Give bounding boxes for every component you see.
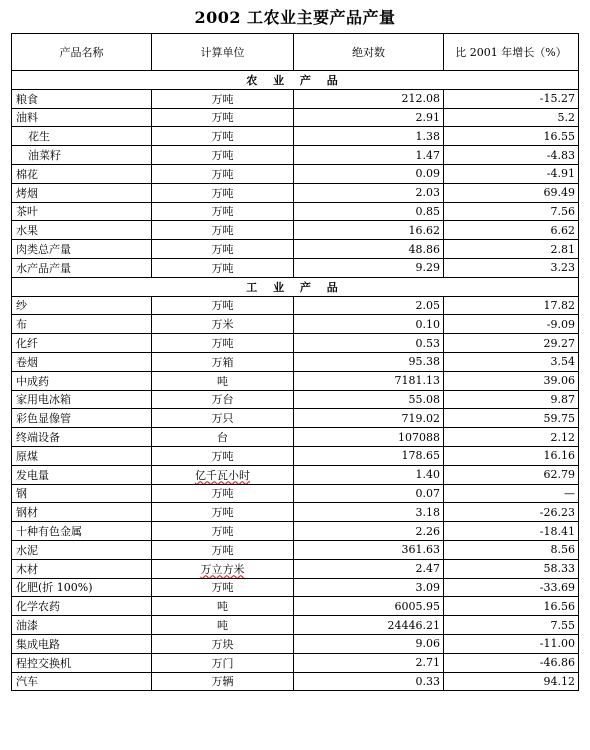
unit-cell: 万吨 — [152, 446, 294, 465]
value-cell: 2.03 — [294, 183, 444, 202]
unit-cell: 万门 — [152, 653, 294, 672]
value-cell: 9.29 — [294, 258, 444, 277]
table-row — [12, 465, 579, 484]
product-name-cell: 汽车 — [12, 672, 152, 691]
product-name-cell: 木材 — [12, 559, 152, 578]
growth-cell: 8.56 — [444, 540, 579, 559]
growth-cell: 39.06 — [444, 371, 579, 390]
unit-cell: 万箱 — [152, 352, 294, 371]
growth-cell: -4.83 — [444, 146, 579, 165]
unit-text: 万立方米 — [200, 562, 245, 576]
value-cell: 1.40 — [294, 465, 444, 484]
growth-cell: -11.00 — [444, 634, 579, 653]
value-cell: 178.65 — [294, 446, 444, 465]
unit-cell: 吨 — [152, 597, 294, 616]
unit-cell: 万吨 — [152, 503, 294, 522]
value-cell: 0.10 — [294, 315, 444, 334]
product-name-cell: 油菜籽 — [12, 146, 152, 165]
table-row — [12, 409, 579, 428]
growth-cell: 3.54 — [444, 352, 579, 371]
value-cell: 1.38 — [294, 127, 444, 146]
unit-cell: 万台 — [152, 390, 294, 409]
unit-cell: 万吨 — [152, 296, 294, 315]
value-cell: 48.86 — [294, 240, 444, 259]
product-name-cell: 水果 — [12, 221, 152, 240]
unit-cell — [152, 465, 294, 484]
header-product-name: 产品名称 — [12, 34, 152, 71]
growth-cell: 29.27 — [444, 334, 579, 353]
table-row — [12, 146, 579, 165]
table-row — [12, 164, 579, 183]
unit-cell: 台 — [152, 428, 294, 447]
growth-cell: 16.56 — [444, 597, 579, 616]
product-name-cell: 茶叶 — [12, 202, 152, 221]
section-label: 工 业 产 品 — [12, 277, 579, 296]
unit-cell: 万吨 — [152, 334, 294, 353]
product-name-cell: 烤烟 — [12, 183, 152, 202]
table-row — [12, 390, 579, 409]
unit-cell: 万吨 — [152, 258, 294, 277]
value-cell: 107088 — [294, 428, 444, 447]
section-header-row — [12, 71, 579, 90]
unit-cell: 万吨 — [152, 164, 294, 183]
value-cell: 212.08 — [294, 89, 444, 108]
page-title: 2002 工农业主要产品产量 — [194, 8, 396, 27]
table-header — [12, 34, 579, 71]
value-cell: 361.63 — [294, 540, 444, 559]
section-label: 农 业 产 品 — [12, 71, 579, 90]
header-unit: 计算单位 — [152, 34, 294, 71]
product-name-cell: 水产品产量 — [12, 258, 152, 277]
value-cell: 95.38 — [294, 352, 444, 371]
value-cell: 719.02 — [294, 409, 444, 428]
table-row — [12, 221, 579, 240]
table-row — [12, 127, 579, 146]
value-cell: 3.18 — [294, 503, 444, 522]
value-cell: 2.71 — [294, 653, 444, 672]
growth-cell: 6.62 — [444, 221, 579, 240]
growth-cell: 62.79 — [444, 465, 579, 484]
table-row — [12, 334, 579, 353]
value-cell: 3.09 — [294, 578, 444, 597]
unit-cell: 万吨 — [152, 89, 294, 108]
value-cell: 7181.13 — [294, 371, 444, 390]
unit-cell: 万吨 — [152, 183, 294, 202]
growth-cell: 59.75 — [444, 409, 579, 428]
value-cell: 55.08 — [294, 390, 444, 409]
table-row — [12, 89, 579, 108]
product-name-cell: 粮食 — [12, 89, 152, 108]
unit-cell — [152, 559, 294, 578]
table-row — [12, 183, 579, 202]
product-name-cell: 油漆 — [12, 616, 152, 635]
table-row — [12, 240, 579, 259]
table-row — [12, 296, 579, 315]
product-name-cell: 程控交换机 — [12, 653, 152, 672]
unit-cell: 万块 — [152, 634, 294, 653]
value-cell: 1.47 — [294, 146, 444, 165]
growth-cell: — — [444, 484, 579, 503]
unit-cell: 万吨 — [152, 522, 294, 541]
value-cell: 24446.21 — [294, 616, 444, 635]
table-row — [12, 653, 579, 672]
product-name-cell: 化纤 — [12, 334, 152, 353]
growth-cell: 2.81 — [444, 240, 579, 259]
unit-cell: 万吨 — [152, 221, 294, 240]
growth-cell: 7.56 — [444, 202, 579, 221]
unit-cell: 万吨 — [152, 240, 294, 259]
value-cell: 0.33 — [294, 672, 444, 691]
product-name-cell: 中成药 — [12, 371, 152, 390]
product-name-cell: 集成电路 — [12, 634, 152, 653]
product-name-cell: 钢材 — [12, 503, 152, 522]
table-row — [12, 108, 579, 127]
value-cell: 0.09 — [294, 164, 444, 183]
growth-cell: -18.41 — [444, 522, 579, 541]
header-growth: 比 2001 年增长（%） — [444, 34, 579, 71]
table-body — [12, 71, 579, 691]
unit-cell: 万米 — [152, 315, 294, 334]
product-name-cell: 花生 — [12, 127, 152, 146]
table-row — [12, 616, 579, 635]
growth-cell: 58.33 — [444, 559, 579, 578]
product-name-cell: 终端设备 — [12, 428, 152, 447]
unit-cell: 吨 — [152, 616, 294, 635]
production-table — [11, 33, 579, 691]
growth-cell: -33.69 — [444, 578, 579, 597]
value-cell: 0.85 — [294, 202, 444, 221]
growth-cell: 9.87 — [444, 390, 579, 409]
product-name-cell: 卷烟 — [12, 352, 152, 371]
value-cell: 2.26 — [294, 522, 444, 541]
unit-cell: 万吨 — [152, 202, 294, 221]
value-cell: 0.53 — [294, 334, 444, 353]
product-name-cell: 油料 — [12, 108, 152, 127]
product-name-cell: 发电量 — [12, 465, 152, 484]
product-name-cell: 化学农药 — [12, 597, 152, 616]
unit-cell: 万吨 — [152, 540, 294, 559]
growth-cell: 16.55 — [444, 127, 579, 146]
value-cell: 16.62 — [294, 221, 444, 240]
table-row — [12, 258, 579, 277]
product-name-cell: 肉类总产量 — [12, 240, 152, 259]
product-name-cell: 彩色显像管 — [12, 409, 152, 428]
table-row — [12, 428, 579, 447]
value-cell: 0.07 — [294, 484, 444, 503]
value-cell: 9.06 — [294, 634, 444, 653]
section-header-row — [12, 277, 579, 296]
table-row — [12, 202, 579, 221]
growth-cell: -9.09 — [444, 315, 579, 334]
table-row — [12, 578, 579, 597]
table-row — [12, 484, 579, 503]
unit-cell: 万吨 — [152, 108, 294, 127]
growth-cell: -15.27 — [444, 89, 579, 108]
table-row — [12, 672, 579, 691]
product-name-cell: 棉花 — [12, 164, 152, 183]
value-cell: 2.05 — [294, 296, 444, 315]
growth-cell: -46.86 — [444, 653, 579, 672]
table-row — [12, 597, 579, 616]
product-name-cell: 布 — [12, 315, 152, 334]
value-cell: 6005.95 — [294, 597, 444, 616]
unit-cell: 万吨 — [152, 127, 294, 146]
table-row — [12, 634, 579, 653]
value-cell: 2.91 — [294, 108, 444, 127]
table-row — [12, 559, 579, 578]
unit-cell: 万吨 — [152, 484, 294, 503]
value-cell: 2.47 — [294, 559, 444, 578]
table-row — [12, 315, 579, 334]
unit-cell: 吨 — [152, 371, 294, 390]
header-absolute-value: 绝对数 — [294, 34, 444, 71]
product-name-cell: 纱 — [12, 296, 152, 315]
product-name-cell: 水泥 — [12, 540, 152, 559]
unit-cell: 万吨 — [152, 578, 294, 597]
unit-text: 亿千瓦小时 — [195, 468, 250, 482]
product-name-cell: 家用电冰箱 — [12, 390, 152, 409]
product-name-cell: 十种有色金属 — [12, 522, 152, 541]
unit-cell: 万辆 — [152, 672, 294, 691]
growth-cell: 94.12 — [444, 672, 579, 691]
unit-cell: 万吨 — [152, 146, 294, 165]
growth-cell: -26.23 — [444, 503, 579, 522]
growth-cell: -4.91 — [444, 164, 579, 183]
growth-cell: 2.12 — [444, 428, 579, 447]
product-name-cell: 钢 — [12, 484, 152, 503]
growth-cell: 7.55 — [444, 616, 579, 635]
product-name-cell: 化肥(折 100%) — [12, 578, 152, 597]
growth-cell: 3.23 — [444, 258, 579, 277]
table-row — [12, 503, 579, 522]
growth-cell: 69.49 — [444, 183, 579, 202]
growth-cell: 5.2 — [444, 108, 579, 127]
table-row — [12, 352, 579, 371]
product-name-cell: 原煤 — [12, 446, 152, 465]
table-row — [12, 371, 579, 390]
table-row — [12, 446, 579, 465]
table-row — [12, 522, 579, 541]
table-row — [12, 540, 579, 559]
growth-cell: 17.82 — [444, 296, 579, 315]
unit-cell: 万只 — [152, 409, 294, 428]
growth-cell: 16.16 — [444, 446, 579, 465]
